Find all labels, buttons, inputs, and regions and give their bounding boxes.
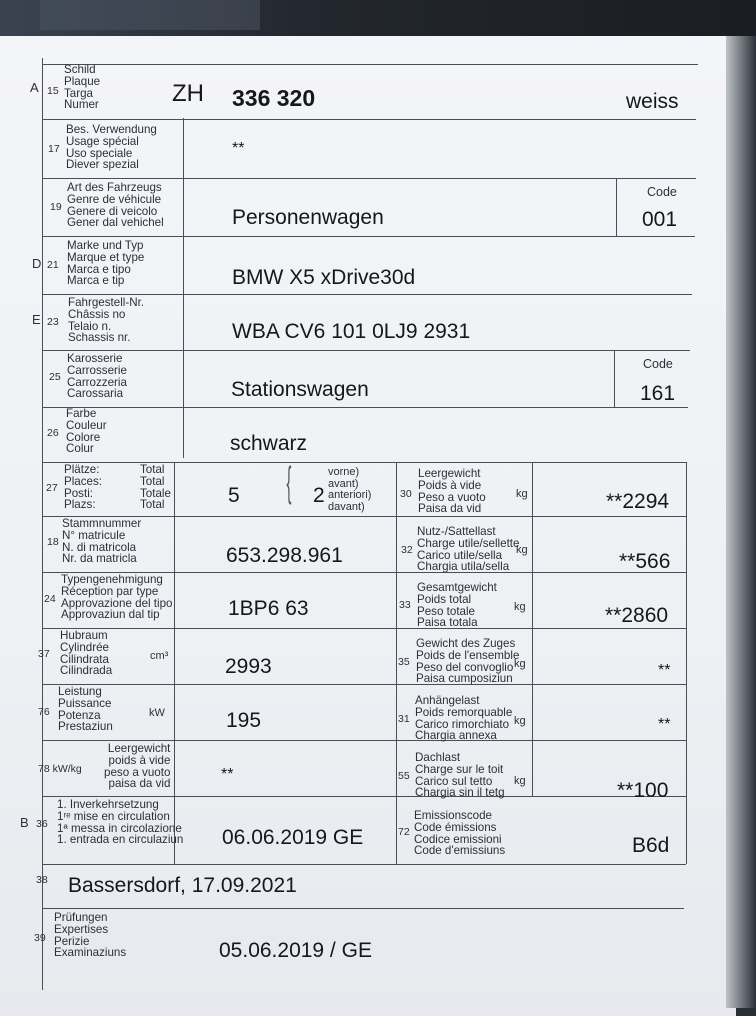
place-date-value: Bassersdorf, 17.09.2021 xyxy=(68,874,297,897)
row-divider xyxy=(42,294,692,295)
field-number: 37 xyxy=(38,648,50,660)
train-weight-label: Gewicht des Zuges Poids de l'ensemble Peso del convoglio Paisa cumposiziun xyxy=(416,637,520,686)
background-object xyxy=(40,0,260,30)
make-model-value: BMW X5 xDrive30d xyxy=(232,266,416,289)
left-border xyxy=(42,58,43,990)
plate-color: weiss xyxy=(626,90,679,113)
payload-value: **566 xyxy=(619,550,671,573)
top-border xyxy=(42,64,698,65)
field-number: 15 xyxy=(47,85,59,97)
trailer-load-value: ** xyxy=(658,716,671,733)
row-divider xyxy=(42,350,690,351)
side-marker-d: D xyxy=(32,256,42,271)
field-number: 24 xyxy=(44,593,56,605)
power-weight-value: ** xyxy=(221,766,234,783)
side-marker-a: A xyxy=(30,80,39,95)
field-number: 21 xyxy=(47,259,59,271)
right-border xyxy=(686,462,687,864)
row-divider xyxy=(42,628,686,629)
payload-label: Nutz-/Sattellast Charge utile/sellette Carico utile/sella Chargia utila/sella xyxy=(417,525,520,574)
field-number: 19 xyxy=(50,201,62,213)
seats-label: Plätze: Places: Posti: Plazs: xyxy=(64,463,103,512)
unit-kg: kg xyxy=(514,715,526,727)
make-model-label: Marke und Typ Marque et type Marca e tipo Marca e tip xyxy=(67,239,145,288)
canton-code: ZH xyxy=(172,80,204,107)
side-marker-e: E xyxy=(32,312,41,327)
train-weight-value: ** xyxy=(658,662,671,679)
special-use-value: ** xyxy=(232,140,245,157)
plate-number: 336 320 xyxy=(232,85,316,111)
vehicle-type-label: Art des Fahrzeugs Genre de véhicule Genere di veicolo Gener dal vehichel xyxy=(67,181,164,230)
color-value: schwarz xyxy=(230,432,308,455)
chassis-label: Fahrgestell-Nr. Châssis no Telaio n. Schassis nr. xyxy=(68,296,145,345)
roof-load-value: **100 xyxy=(617,779,669,802)
roof-load-label: Dachlast Charge sur le toit Carico sul tetto Chargia sin il tetg xyxy=(415,751,505,800)
field-number: 39 xyxy=(34,932,46,944)
code-label: Code xyxy=(647,185,677,199)
unit-kw: kW xyxy=(149,707,165,719)
seats-front-value: 2 xyxy=(313,484,325,507)
row-divider xyxy=(42,462,686,463)
vehicle-type-code: 001 xyxy=(642,208,678,231)
inspection-value: 05.06.2019 / GE xyxy=(219,939,372,962)
weight-value-divider xyxy=(532,462,533,796)
field-number: 72 xyxy=(398,826,410,838)
row-divider xyxy=(42,684,686,685)
unit-cm3: cm³ xyxy=(150,650,169,662)
center-divider xyxy=(396,462,397,864)
first-registration-label: 1. Inverkehrsetzung 1ʳᵉ mise en circulation 1ª messa in circolazione 1. entrada en circulaziun xyxy=(57,798,184,847)
side-marker-b: B xyxy=(20,815,29,830)
first-registration-value: 06.06.2019 GE xyxy=(222,826,364,849)
field-number: 78 kW/kg xyxy=(38,763,82,775)
code-divider xyxy=(614,350,615,407)
body-value: Stationswagen xyxy=(231,378,369,401)
unit-kg: kg xyxy=(514,658,526,670)
field-number: 55 xyxy=(398,770,410,782)
row-divider xyxy=(42,864,686,865)
total-weight-label: Gesamtgewicht Poids total Peso totale Paisa totala xyxy=(417,581,497,630)
field-number: 26 xyxy=(47,427,59,439)
total-weight-value: **2860 xyxy=(605,604,669,627)
empty-weight-value: **2294 xyxy=(606,490,670,513)
row-divider xyxy=(42,908,684,909)
trailer-load-label: Anhängelast Poids remorquable Carico rimorchiato Chargia annexa xyxy=(415,694,513,743)
chassis-number: WBA CV6 101 0LJ9 2931 xyxy=(232,320,471,343)
unit-kg: kg xyxy=(516,488,528,500)
power-weight-label: Leergewicht poids à vide peso a vuoto paisa da vid xyxy=(104,742,171,791)
field-number: 35 xyxy=(398,656,410,668)
field-number: 76 xyxy=(38,706,50,718)
displacement-label: Hubraum Cylindrée Cilindrata Cilindrada xyxy=(60,629,113,678)
row-divider xyxy=(42,740,686,741)
field-number: 23 xyxy=(47,316,59,328)
emission-code-value: B6d xyxy=(632,834,670,857)
field-number: 38 xyxy=(36,874,48,886)
plate-label: Schild Plaque Targa Numer xyxy=(64,63,101,112)
field-number: 30 xyxy=(400,488,412,500)
inspection-label: Prüfungen Expertises Perizie Examinaziuns xyxy=(54,911,127,960)
field-number: 36 xyxy=(36,818,48,830)
seats-front-label: vorne) avant) anteriori) davant) xyxy=(328,466,372,513)
field-number: 27 xyxy=(46,482,58,494)
unit-kg: kg xyxy=(516,544,528,556)
page-edge-shadow xyxy=(726,36,756,1008)
field-number: 17 xyxy=(48,143,60,155)
color-label: Farbe Couleur Colore Colur xyxy=(66,407,107,456)
code-label: Code xyxy=(643,357,673,371)
field-number: 32 xyxy=(401,544,413,556)
power-value: 195 xyxy=(226,709,262,732)
field-number: 33 xyxy=(399,599,411,611)
empty-weight-label: Leergewicht Poids à vide Peso a vuoto Paisa da vid xyxy=(418,467,486,516)
seats-total-label: Total Total Totale Total xyxy=(140,463,171,512)
row-divider xyxy=(42,119,696,120)
body-label: Karosserie Carrosserie Carrozzeria Carossaria xyxy=(67,352,127,401)
master-number-value: 653.298.961 xyxy=(226,544,343,567)
code-divider xyxy=(616,178,617,236)
field-number: 25 xyxy=(49,371,61,383)
master-number-label: Stammnummer N° matricule N. di matricola Nr. da matricla xyxy=(62,517,142,566)
unit-kg: kg xyxy=(514,775,526,787)
power-label: Leistung Puissance Potenza Prestaziun xyxy=(58,685,113,734)
seats-total-value: 5 xyxy=(228,484,240,507)
unit-kg: kg xyxy=(514,601,526,613)
brace-glyph: { xyxy=(286,458,292,505)
row-divider xyxy=(42,796,686,797)
body-code: 161 xyxy=(640,382,676,405)
field-number: 31 xyxy=(398,713,410,725)
type-approval-value: 1BP6 63 xyxy=(228,597,309,620)
row-divider xyxy=(42,178,696,179)
special-use-label: Bes. Verwendung Usage spécial Uso speciale Diever spezial xyxy=(66,123,157,172)
vehicle-type-value: Personenwagen xyxy=(232,206,384,229)
row-divider xyxy=(42,407,688,408)
type-approval-label: Typengenehmigung Réception par type Approvazione del tipo Approvaziun dal tip xyxy=(61,573,173,622)
displacement-value: 2993 xyxy=(225,655,272,678)
row-divider xyxy=(42,236,695,237)
field-number: 18 xyxy=(47,536,59,548)
emission-code-label: Emissionscode Code émissions Codice emissioni Code d'emissiuns xyxy=(414,809,506,858)
